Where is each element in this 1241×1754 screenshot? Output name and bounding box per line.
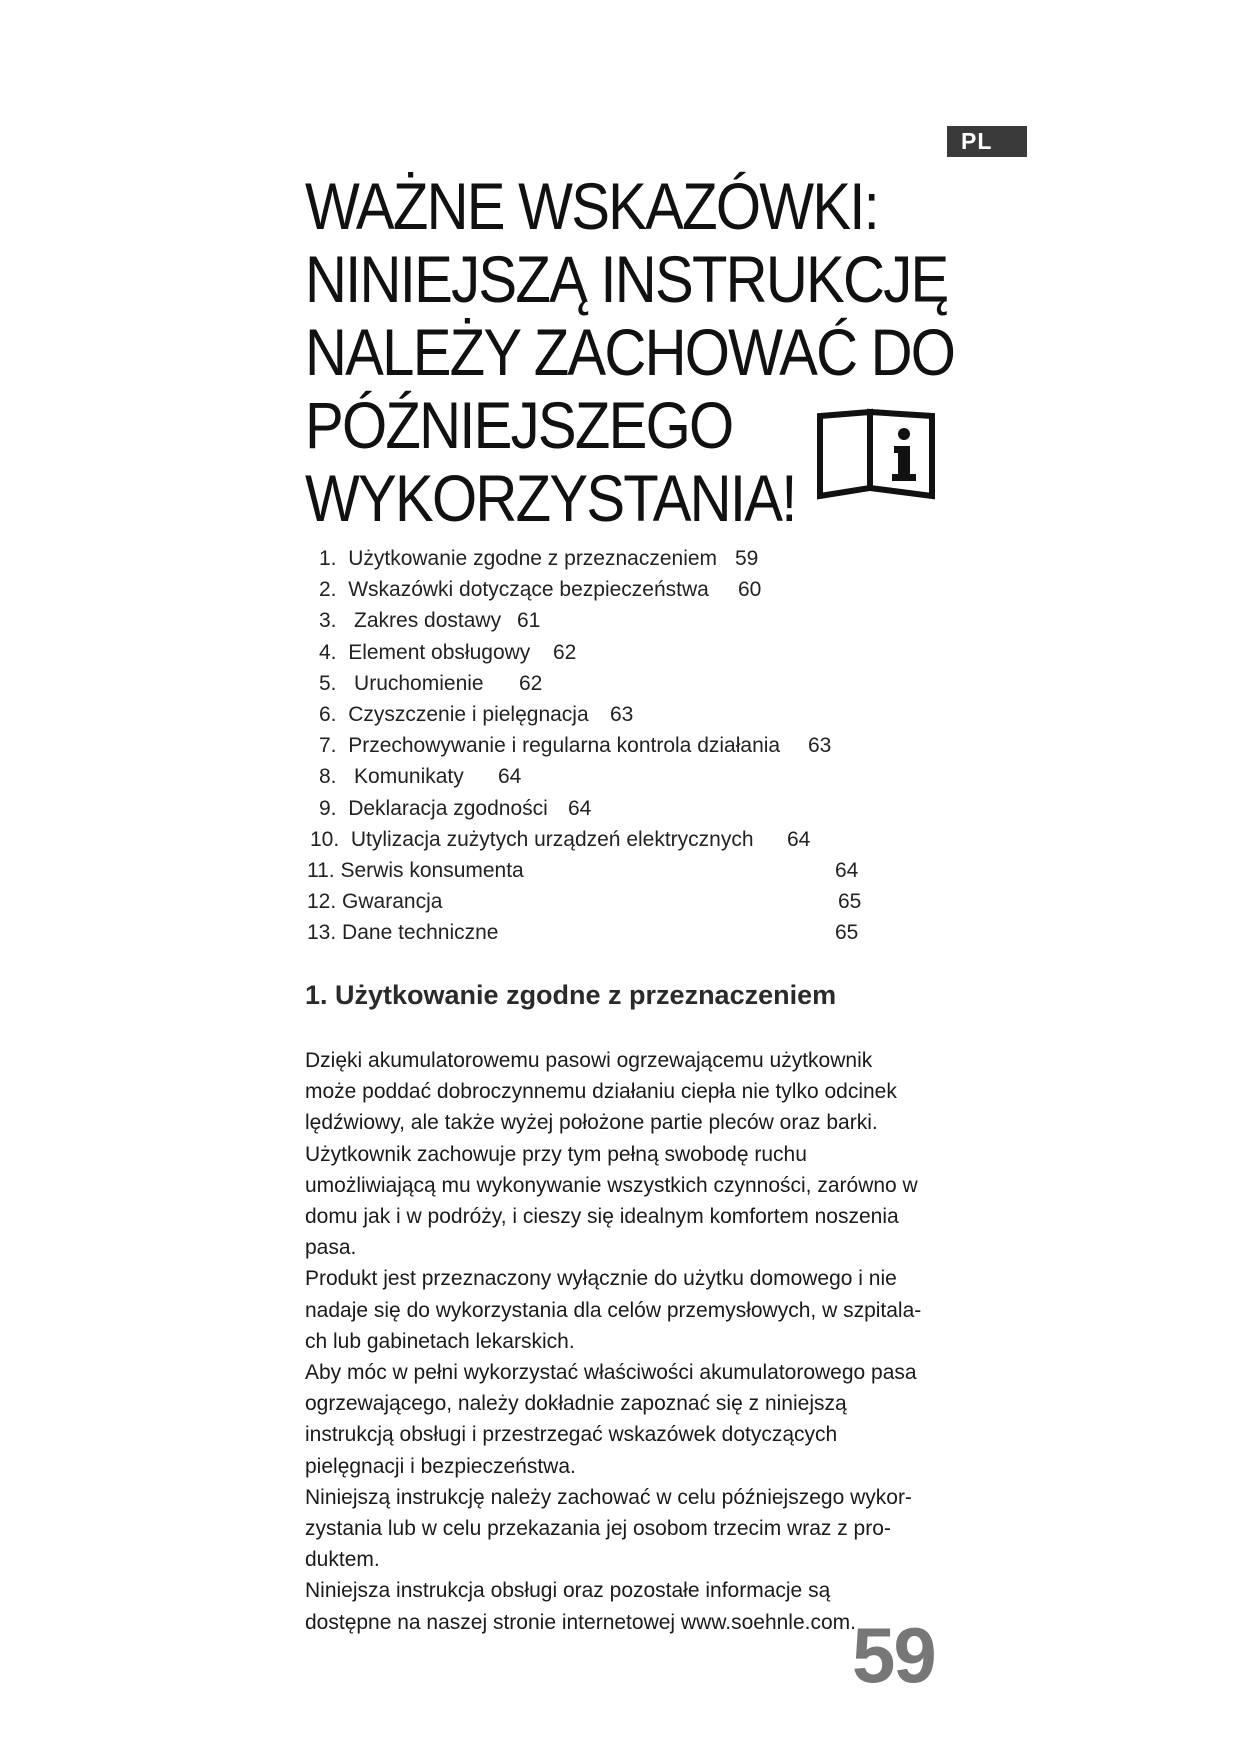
body-line: pasa. [305, 1236, 357, 1260]
toc-item [305, 793, 905, 824]
toc-item [305, 761, 905, 792]
table-of-contents [305, 543, 905, 948]
body-line: ch lub gabinetach lekarskich. [305, 1329, 575, 1353]
toc-page: 65 [835, 921, 859, 945]
toc-number: 11. [307, 858, 335, 882]
body-line: instrukcją obsługi i przestrzegać wskazówek dotyczących [305, 1423, 838, 1447]
body-line: Niniejszą instrukcję należy zachować w celu późniejszego wykor- [305, 1485, 912, 1509]
body-line: umożliwiającą mu wykonywanie wszystkich czynności, zarówno w [305, 1173, 918, 1197]
toc-page: 64 [568, 796, 592, 820]
title-line: WYKORZYSTANIA! [305, 461, 796, 535]
body-line: pielęgnacji i bezpieczeństwa. [305, 1454, 576, 1478]
toc-page: 64 [787, 827, 811, 851]
body-line: duktem. [305, 1548, 380, 1572]
toc-page: 62 [519, 671, 543, 695]
toc-label: Utylizacja zużytych urządzeń elektrycznych [350, 827, 754, 851]
body-line: może poddać dobroczynnemu działaniu ciepła nie tylko odcinek [305, 1080, 897, 1104]
body-line: zystania lub w celu przekazania jej osobom trzecim wraz z pro- [305, 1517, 891, 1541]
body-line: nadaje się do wykorzystania dla celów przemysłowych, w szpitala- [305, 1298, 922, 1322]
toc-item [305, 668, 905, 699]
title-line: NALEŻY ZACHOWAĆ DO [305, 315, 955, 389]
body-line: Dzięki akumulatorowemu pasowi ogrzewającemu użytkownik [305, 1049, 873, 1072]
toc-number: 5. [319, 671, 337, 695]
toc-page: 62 [553, 640, 577, 664]
toc-label: Użytkowanie zgodne z przeznaczeniem [348, 547, 718, 570]
body-text [305, 1045, 945, 1638]
toc-number: 13. [307, 921, 337, 945]
toc-item [305, 699, 905, 730]
section-heading: 1. Użytkowanie zgodne z przeznaczeniem [305, 980, 837, 1010]
toc-label: Zakres dostawy [354, 609, 502, 633]
toc-label: Deklaracja zgodności [348, 796, 548, 820]
body-line: Użytkownik zachowuje przy tym pełną swobodę ruchu [305, 1142, 807, 1166]
body-line: domu jak i w podróży, i cieszy się idealnym komfortem noszenia [305, 1205, 899, 1229]
toc-page: 63 [610, 702, 634, 726]
toc-number: 6. [319, 702, 337, 726]
title-line: NINIEJSZĄ INSTRUKCJĘ [305, 242, 948, 316]
toc-number: 1. [319, 547, 337, 570]
body-line: Niniejsza instrukcja obsługi oraz pozostałe informacje są [305, 1579, 831, 1603]
toc-label: Przechowywanie i regularna kontrola działania [348, 734, 781, 758]
body-line: Aby móc w pełni wykorzystać właściwości akumulatorowego pasa [305, 1361, 917, 1385]
body-line: dostępne na naszej stronie internetowej www.soehnle.com. [305, 1610, 856, 1634]
toc-page: 63 [808, 734, 832, 758]
toc-item [305, 730, 905, 761]
toc-item [305, 855, 905, 886]
language-badge: PL [947, 126, 1027, 157]
toc-number: 4. [319, 640, 337, 664]
toc-label: Wskazówki dotyczące bezpieczeństwa [348, 578, 709, 602]
toc-label: Gwarancja [342, 890, 443, 914]
toc-item [305, 917, 905, 948]
toc-number: 3. [319, 609, 337, 633]
toc-page: 64 [835, 858, 859, 882]
toc-label: Czyszczenie i pielęgnacja [348, 702, 589, 726]
toc-number: 10. [310, 827, 340, 851]
toc-number: 2. [319, 578, 337, 602]
toc-item [305, 637, 905, 668]
toc-number: 12. [307, 890, 337, 914]
toc-item [305, 886, 905, 917]
body-line: lędźwiowy, ale także wyżej położone partie pleców oraz barki. [305, 1111, 878, 1135]
page-title [305, 169, 955, 535]
page-number: 59 [852, 1611, 935, 1699]
body-line: Produkt jest przeznaczony wyłącznie do użytku domowego i nie [305, 1267, 897, 1291]
body-line: ogrzewającego, należy dokładnie zapoznać się z niniejszą [305, 1392, 847, 1416]
toc-number: 8. [319, 765, 337, 789]
toc-item [305, 605, 905, 636]
toc-label: Serwis konsumenta [340, 858, 524, 882]
toc-page: 64 [498, 765, 522, 789]
toc-label: Dane techniczne [342, 921, 499, 945]
book-info-icon [812, 404, 940, 504]
toc-page: 60 [738, 578, 762, 602]
toc-item [305, 574, 905, 605]
toc-label: Komunikaty [354, 765, 464, 789]
toc-number: 7. [319, 734, 337, 758]
title-line: PÓŹNIEJSZEGO [305, 388, 733, 462]
title-line: WAŻNE WSKAZÓWKI: [305, 169, 879, 243]
toc-page: 61 [517, 609, 541, 633]
toc-item [305, 543, 905, 574]
toc-label: Uruchomienie [354, 671, 484, 695]
toc-label: Element obsługowy [348, 640, 531, 664]
toc-number: 9. [319, 796, 337, 820]
toc-item [305, 824, 905, 855]
toc-page: 65 [838, 890, 862, 914]
toc-page: 59 [735, 547, 759, 570]
